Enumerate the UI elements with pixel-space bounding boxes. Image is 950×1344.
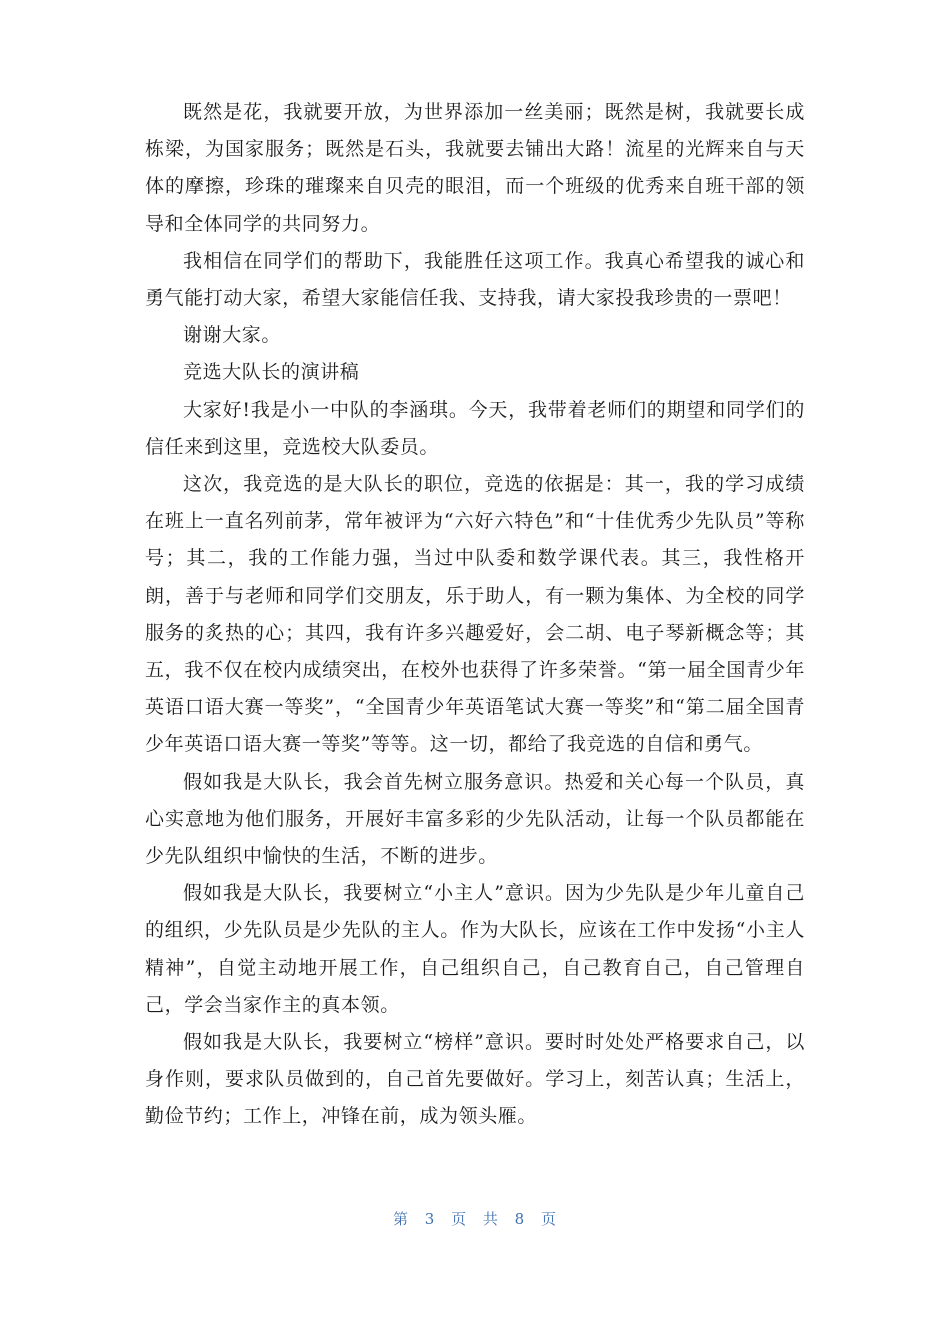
paragraph: 假如我是大队长，我会首先树立服务意识。热爱和关心每一个队员，真心实意地为他们服务，开展好丰富多彩的少先队活动，让每一个队员都能在少先队组织中愉快的生活，不断的进步。 (145, 770, 805, 868)
paragraph: 这次，我竞选的是大队长的职位，竞选的依据是：其一，我的学习成绩在班上一直名列前茅，常年被评为“六好六特色”和“十佳优秀少先队员”等称号；其二，我的工作能力强，当过中队委和数学课代表。其三，我性格开朗，善于与老师和同学们交朋友，乐于助人，有一颗为集体、为全校的同学服务的炙热的心；其四，我有许多兴趣爱好，会二胡、电子琴新概念等；其五，我不仅在校内成绩突出，在校外也获得了许多荣誉。“第一届全国青少年英语口语大赛一等奖”，“全国青少年英语笔试大赛一等奖”和“第二届全国青少年英语口语大赛一等奖”等等。这一切，都给了我竞选的自信和勇气。 (145, 473, 805, 756)
paragraph: 既然是花，我就要开放，为世界添加一丝美丽；既然是树，我就要长成栋梁，为国家服务；既然是石头，我就要去铺出大路！流星的光辉来自与天体的摩擦，珍珠的璀璨来自贝壳的眼泪，而一个班级的优秀来自班干部的领导和全体同学的共同努力。 (145, 101, 805, 235)
section-title: 竞选大队长的演讲稿 (183, 361, 360, 384)
paragraph: 我相信在同学们的帮助下，我能胜任这项工作。我真心希望我的诚心和勇气能打动大家，希望大家能信任我、支持我，请大家投我珍贵的一票吧！ (145, 249, 805, 310)
paragraph: 大家好!我是小一中队的李涵琪。今天，我带着老师们的期望和同学们的信任来到这里，竞选校大队委员。 (145, 398, 805, 458)
page-number-footer: 第 3 页 共 8 页 (393, 1210, 557, 1228)
paragraph: 假如我是大队长，我要树立“小主人”意识。因为少先队是少年儿童自己的组织，少先队员是少先队的主人。作为大队长，应该在工作中发扬“小主人精神”，自觉主动地开展工作，自己组织自己，自己教育自己，自己管理自己，学会当家作主的真本领。 (145, 882, 805, 1016)
paragraph: 假如我是大队长，我要树立“榜样”意识。要时时处处严格要求自己，以身作则，要求队员做到的，自己首先要做好。学习上，刻苦认真；生活上，勤俭节约；工作上，冲锋在前，成为领头雁。 (145, 1031, 805, 1128)
document-body (145, 94, 805, 1136)
paragraph: 谢谢大家。 (183, 324, 282, 347)
